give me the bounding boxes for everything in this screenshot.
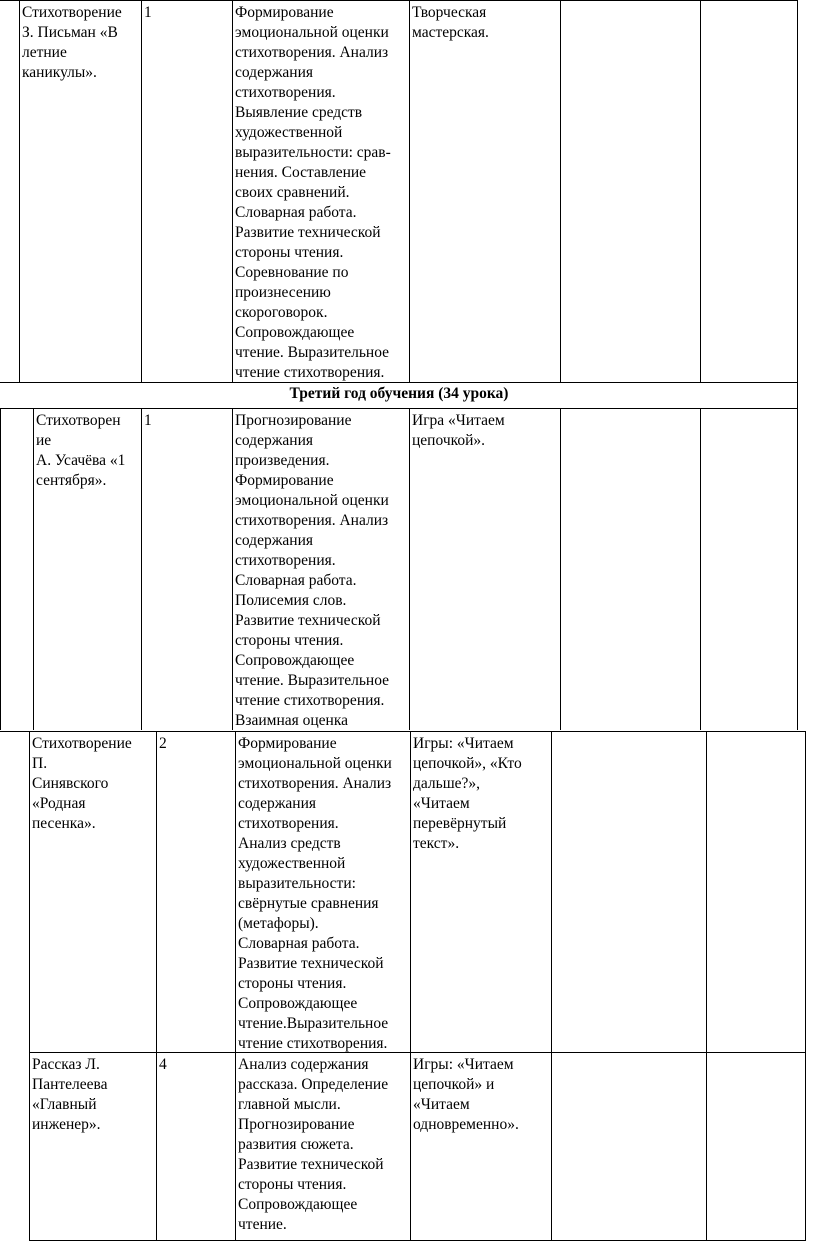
- table-row-1-form: Творческая мастерская.: [412, 4, 489, 41]
- table-row-1-content: Формирование эмоциональной оценки стихотворения. Анализ содержания стихотворения. Выявление средств художественной выразительности: срав- нения. Составление своих сравнений. Словарная работа. Развитие технической стороны чтения. Соревнование по произнесению скороговорок. Сопровождающее чтение. Выразительное чтение стихотворения.: [235, 4, 391, 381]
- table-row-2-hours: 1: [144, 412, 152, 429]
- table-row-1-hours: 1: [144, 4, 152, 21]
- section-header: Третий год обучения (34 урока): [289, 385, 509, 402]
- table-row-4-form: Игры: «Читаем цепочкой» и «Читаем одновременно».: [413, 1056, 519, 1133]
- table-row-4-content: Анализ содержания рассказа. Определение главной мысли. Прогнозирование развития сюжета. Развитие технической стороны чтения. Сопровождающее чтение.: [238, 1056, 389, 1233]
- table-row-3-form: Игры: «Читаем цепочкой», «Кто дальше?», «Читаем перевёрнутый текст».: [413, 735, 522, 852]
- table-row-3-hours: 2: [159, 735, 167, 752]
- table-row-4-title: Рассказ Л. Пантелеева «Главный инженер».: [32, 1056, 108, 1133]
- table-row-1-title: Стихотворение З. Письман «В летние каникулы».: [22, 4, 122, 81]
- table-row-2-title: Стихотворен ие А. Усачёва «1 сентября».: [36, 412, 126, 489]
- table-row-4-hours: 4: [159, 1056, 167, 1073]
- table-row-2-content: Прогнозирование содержания произведения. Формирование эмоциональной оценки стихотворения. Анализ содержания стихотворения. Словарная работа. Полисемия слов. Развитие технической стороны чтения. Сопровождающее чтение. Выразительное чтение стихотворения. Взаимная оценка: [235, 412, 390, 729]
- table-row-3-content: Формирование эмоциональной оценки стихотворения. Анализ содержания стихотворения. Анализ средств художественной выразительности: свёрнутые сравнения (метафоры). Словарная работа. Развитие технической стороны чтения. Сопровождающее чтение.Выразительное чтение стихотворения.: [238, 735, 392, 1052]
- table-row-3-title: Стихотворение П. Синявского «Родная песенка».: [32, 735, 132, 832]
- table-row-2-form: Игра «Читаем цепочкой».: [412, 412, 505, 449]
